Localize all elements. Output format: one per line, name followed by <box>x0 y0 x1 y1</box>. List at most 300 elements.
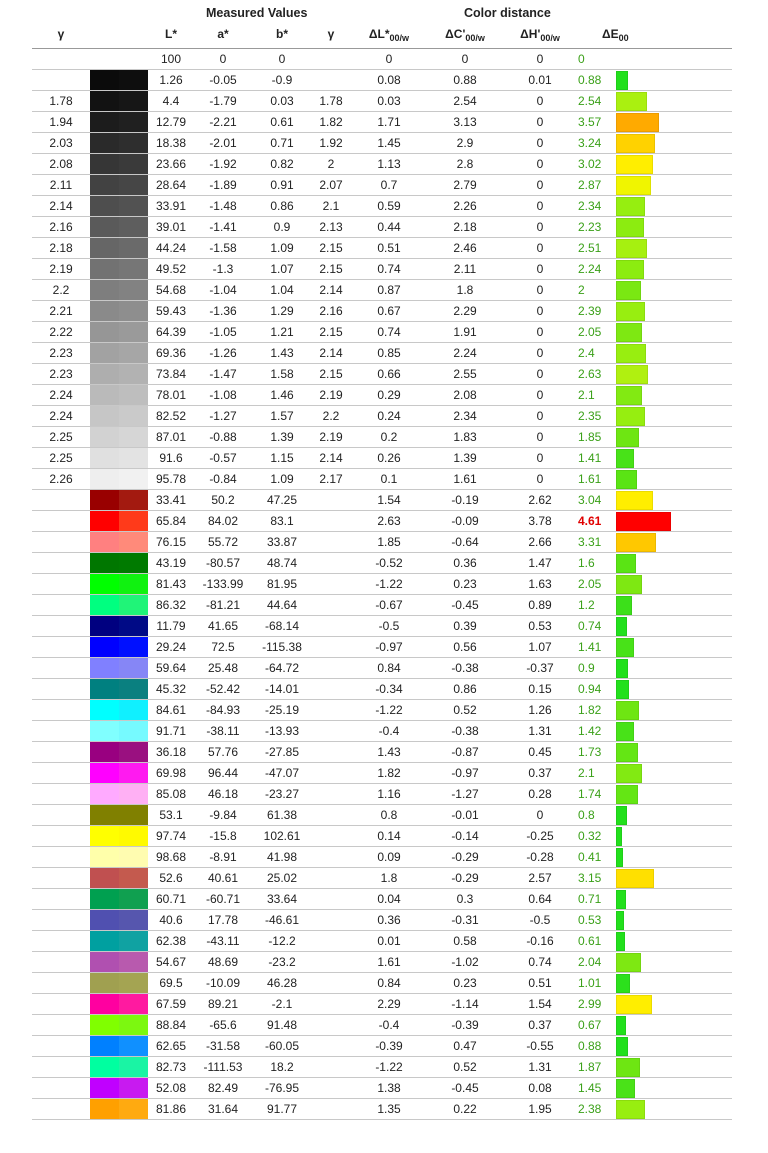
dC-value-cell: 0.58 <box>428 931 502 952</box>
dE-bar-cell <box>616 1057 732 1078</box>
dE-value-cell: 2.1 <box>578 385 616 406</box>
swatch-measured <box>119 763 148 783</box>
swatch-measured <box>119 910 148 930</box>
col-dL-label: ΔL* <box>368 27 390 41</box>
a-value-cell: -1.05 <box>194 322 252 343</box>
a-value-cell: -1.58 <box>194 238 252 259</box>
table-row <box>32 700 732 721</box>
color-swatch <box>90 889 148 909</box>
dL-value-cell: -1.22 <box>350 1057 428 1078</box>
b-value-cell: -64.72 <box>252 658 312 679</box>
gamma-left-cell <box>32 973 90 994</box>
dE-bar-cell <box>616 427 732 448</box>
L-value-cell: 91.71 <box>148 721 194 742</box>
dE-bar <box>616 848 623 867</box>
dE-value-cell: 0.74 <box>578 616 616 637</box>
table-row <box>32 637 732 658</box>
dE-bar <box>616 407 645 426</box>
table-row <box>32 385 732 406</box>
swatch-reference <box>90 826 119 846</box>
a-value-cell: 31.64 <box>194 1099 252 1120</box>
dE-bar <box>616 701 639 720</box>
swatch-cell <box>90 385 148 406</box>
dE-value-cell: 0.53 <box>578 910 616 931</box>
dE-bar-cell <box>616 826 732 847</box>
a-value-cell: -111.53 <box>194 1057 252 1078</box>
swatch-reference <box>90 301 119 321</box>
L-value-cell: 69.36 <box>148 343 194 364</box>
gamma-left-cell: 2.25 <box>32 427 90 448</box>
gamma-left-cell: 1.78 <box>32 91 90 112</box>
dL-value-cell: 0.09 <box>350 847 428 868</box>
dL-value-cell: -0.4 <box>350 721 428 742</box>
L-value-cell: 54.67 <box>148 952 194 973</box>
a-value-cell: -1.92 <box>194 154 252 175</box>
dC-value-cell: -0.38 <box>428 721 502 742</box>
swatch-measured <box>119 931 148 951</box>
table-row <box>32 217 732 238</box>
swatch-measured <box>119 133 148 153</box>
a-value-cell: -10.09 <box>194 973 252 994</box>
swatch-cell <box>90 721 148 742</box>
dL-value-cell: -0.34 <box>350 679 428 700</box>
L-value-cell: 4.4 <box>148 91 194 112</box>
dE-bar <box>616 428 639 447</box>
dE-bar-cell <box>616 133 732 154</box>
swatch-reference <box>90 742 119 762</box>
a-value-cell: -0.84 <box>194 469 252 490</box>
dE-value-cell: 0.41 <box>578 847 616 868</box>
color-swatch <box>90 322 148 342</box>
a-value-cell: 0 <box>194 49 252 70</box>
b-value-cell: 47.25 <box>252 490 312 511</box>
dL-value-cell: 0.51 <box>350 238 428 259</box>
dH-value-cell: 0.15 <box>502 679 578 700</box>
swatch-measured <box>119 343 148 363</box>
swatch-cell <box>90 952 148 973</box>
swatch-cell <box>90 154 148 175</box>
dE-bar <box>616 344 646 363</box>
a-value-cell: -38.11 <box>194 721 252 742</box>
dE-bar <box>616 155 653 174</box>
dE-bar-cell <box>616 574 732 595</box>
gamma-right-cell: 2.13 <box>312 217 350 238</box>
dL-value-cell: 0.8 <box>350 805 428 826</box>
a-value-cell: 46.18 <box>194 784 252 805</box>
gamma-right-cell: 2.2 <box>312 406 350 427</box>
L-value-cell: 88.84 <box>148 1015 194 1036</box>
gamma-right-cell <box>312 1036 350 1057</box>
dC-value-cell: 0.36 <box>428 553 502 574</box>
L-value-cell: 11.79 <box>148 616 194 637</box>
gamma-left-cell: 2.03 <box>32 133 90 154</box>
dC-value-cell: 2.29 <box>428 301 502 322</box>
swatch-cell <box>90 532 148 553</box>
swatch-reference <box>90 721 119 741</box>
dE-bar <box>616 260 644 279</box>
swatch-measured <box>119 322 148 342</box>
gamma-left-cell: 2.25 <box>32 448 90 469</box>
swatch-cell <box>90 826 148 847</box>
gamma-right-cell <box>312 826 350 847</box>
swatch-cell <box>90 1015 148 1036</box>
dH-value-cell: 0 <box>502 91 578 112</box>
color-swatch <box>90 259 148 279</box>
color-swatch <box>90 553 148 573</box>
swatch-cell <box>90 994 148 1015</box>
col-a-header: a* <box>217 27 229 41</box>
a-value-cell: -1.3 <box>194 259 252 280</box>
L-value-cell: 85.08 <box>148 784 194 805</box>
dC-value-cell: -0.64 <box>428 532 502 553</box>
b-value-cell: -23.2 <box>252 952 312 973</box>
gamma-right-cell <box>312 721 350 742</box>
col-gamma-right-header: γ <box>327 27 335 41</box>
dE-value-cell: 1.2 <box>578 595 616 616</box>
table-row <box>32 280 732 301</box>
dL-value-cell: 0.36 <box>350 910 428 931</box>
dL-value-cell: 1.16 <box>350 784 428 805</box>
dC-value-cell: 2.08 <box>428 385 502 406</box>
dC-value-cell: 2.79 <box>428 175 502 196</box>
dL-value-cell: 1.45 <box>350 133 428 154</box>
dE-value-cell: 1.45 <box>578 1078 616 1099</box>
table-row <box>32 301 732 322</box>
col-L-header: L* <box>165 27 177 41</box>
dE-bar <box>616 680 629 699</box>
table-row <box>32 1015 732 1036</box>
dH-value-cell: 0 <box>502 364 578 385</box>
gamma-left-cell <box>32 511 90 532</box>
color-swatch <box>90 406 148 426</box>
dC-value-cell: -0.29 <box>428 847 502 868</box>
swatch-reference <box>90 952 119 972</box>
b-value-cell: 25.02 <box>252 868 312 889</box>
dE-value-cell: 2.87 <box>578 175 616 196</box>
dL-value-cell: 0.01 <box>350 931 428 952</box>
dC-value-cell: -1.27 <box>428 784 502 805</box>
dE-bar-cell <box>616 70 732 91</box>
gamma-left-cell: 2.26 <box>32 469 90 490</box>
L-value-cell: 33.41 <box>148 490 194 511</box>
swatch-cell <box>90 931 148 952</box>
table-row <box>32 952 732 973</box>
gamma-left-cell: 2.24 <box>32 406 90 427</box>
color-swatch <box>90 1078 148 1098</box>
dE-value-cell: 2.05 <box>578 322 616 343</box>
gamma-left-cell <box>32 910 90 931</box>
swatch-reference <box>90 511 119 531</box>
swatch-reference <box>90 595 119 615</box>
dE-value-cell: 1.41 <box>578 448 616 469</box>
L-value-cell: 54.68 <box>148 280 194 301</box>
dE-bar-cell <box>616 742 732 763</box>
a-value-cell: 96.44 <box>194 763 252 784</box>
dE-bar-cell <box>616 343 732 364</box>
dC-value-cell: 2.9 <box>428 133 502 154</box>
dE-value-cell: 3.02 <box>578 154 616 175</box>
dC-value-cell: -0.14 <box>428 826 502 847</box>
col-dL-sub: 00/w <box>389 33 410 43</box>
gamma-right-cell <box>312 553 350 574</box>
dL-value-cell: 0.7 <box>350 175 428 196</box>
L-value-cell: 59.43 <box>148 301 194 322</box>
col-dE-header <box>602 27 632 43</box>
color-swatch <box>90 742 148 762</box>
L-value-cell: 44.24 <box>148 238 194 259</box>
swatch-cell <box>90 343 148 364</box>
a-value-cell: 72.5 <box>194 637 252 658</box>
color-swatch <box>90 1057 148 1077</box>
dC-value-cell: -0.38 <box>428 658 502 679</box>
color-swatch <box>90 154 148 174</box>
b-value-cell: 1.39 <box>252 427 312 448</box>
dE-bar-cell <box>616 1099 732 1120</box>
swatch-cell <box>90 658 148 679</box>
table-row <box>32 70 732 91</box>
L-value-cell: 40.6 <box>148 910 194 931</box>
dE-value-cell: 0.32 <box>578 826 616 847</box>
gamma-left-cell <box>32 637 90 658</box>
dE-bar <box>616 491 653 510</box>
dH-value-cell: 1.31 <box>502 1057 578 1078</box>
b-value-cell: 18.2 <box>252 1057 312 1078</box>
swatch-reference <box>90 364 119 384</box>
gamma-right-cell <box>312 658 350 679</box>
L-value-cell: 81.43 <box>148 574 194 595</box>
swatch-cell <box>90 175 148 196</box>
b-value-cell: -27.85 <box>252 742 312 763</box>
dE-bar <box>616 323 642 342</box>
a-value-cell: -0.57 <box>194 448 252 469</box>
gamma-right-cell <box>312 847 350 868</box>
swatch-measured <box>119 868 148 888</box>
dH-value-cell: 0.89 <box>502 595 578 616</box>
color-swatch <box>90 385 148 405</box>
a-value-cell: -0.88 <box>194 427 252 448</box>
b-value-cell: 1.15 <box>252 448 312 469</box>
dE-bar <box>616 71 628 90</box>
dH-value-cell: -0.16 <box>502 931 578 952</box>
dL-value-cell: 0.14 <box>350 826 428 847</box>
swatch-measured <box>119 154 148 174</box>
b-value-cell: 1.09 <box>252 469 312 490</box>
gamma-left-cell <box>32 889 90 910</box>
dE-bar-cell <box>616 1078 732 1099</box>
gamma-left-cell <box>32 784 90 805</box>
gamma-right-cell <box>312 1099 350 1120</box>
swatch-cell <box>90 112 148 133</box>
dE-bar <box>616 785 638 804</box>
a-value-cell: 57.76 <box>194 742 252 763</box>
dH-value-cell: 0 <box>502 427 578 448</box>
dC-value-cell: -0.45 <box>428 1078 502 1099</box>
a-value-cell: 40.61 <box>194 868 252 889</box>
dH-value-cell: 0 <box>502 238 578 259</box>
a-value-cell: -15.8 <box>194 826 252 847</box>
dC-value-cell: -0.31 <box>428 910 502 931</box>
b-value-cell: 0.03 <box>252 91 312 112</box>
dE-bar <box>616 197 645 216</box>
dL-value-cell: 1.35 <box>350 1099 428 1120</box>
color-swatch <box>90 70 148 90</box>
L-value-cell: 1.26 <box>148 70 194 91</box>
gamma-right-cell <box>312 574 350 595</box>
L-value-cell: 73.84 <box>148 364 194 385</box>
dE-value-cell: 1.6 <box>578 553 616 574</box>
dE-bar <box>616 554 636 573</box>
gamma-left-cell: 2.16 <box>32 217 90 238</box>
swatch-cell <box>90 217 148 238</box>
dE-bar <box>616 386 642 405</box>
table-row <box>32 826 732 847</box>
dC-value-cell: 1.8 <box>428 280 502 301</box>
gamma-left-cell <box>32 721 90 742</box>
L-value-cell: 28.64 <box>148 175 194 196</box>
dE-bar-cell <box>616 175 732 196</box>
dE-bar-cell <box>616 595 732 616</box>
dE-bar-cell <box>616 784 732 805</box>
dE-bar-cell <box>616 1036 732 1057</box>
L-value-cell: 69.98 <box>148 763 194 784</box>
dE-bar-cell <box>616 847 732 868</box>
dC-value-cell: -1.02 <box>428 952 502 973</box>
swatch-measured <box>119 616 148 636</box>
dE-value-cell: 2.24 <box>578 259 616 280</box>
gamma-right-cell: 2 <box>312 154 350 175</box>
L-value-cell: 49.52 <box>148 259 194 280</box>
L-value-cell: 39.01 <box>148 217 194 238</box>
swatch-reference <box>90 469 119 489</box>
table-row <box>32 364 732 385</box>
color-swatch <box>90 91 148 111</box>
swatch-measured <box>119 805 148 825</box>
dE-bar-cell <box>616 616 732 637</box>
swatch-cell <box>90 889 148 910</box>
gamma-left-cell <box>32 1015 90 1036</box>
gamma-right-cell <box>312 595 350 616</box>
color-swatch <box>90 910 148 930</box>
gamma-left-cell <box>32 532 90 553</box>
gamma-left-cell <box>32 595 90 616</box>
table-row <box>32 1078 732 1099</box>
gamma-left-cell <box>32 763 90 784</box>
swatch-cell <box>90 784 148 805</box>
swatch-cell <box>90 1036 148 1057</box>
dH-value-cell: 0 <box>502 385 578 406</box>
table-row <box>32 322 732 343</box>
b-value-cell: 41.98 <box>252 847 312 868</box>
dE-bar <box>616 470 637 489</box>
gamma-right-cell <box>312 1015 350 1036</box>
dH-value-cell: 0 <box>502 175 578 196</box>
dL-value-cell: 0.85 <box>350 343 428 364</box>
dH-value-cell: 0 <box>502 406 578 427</box>
a-value-cell: 50.2 <box>194 490 252 511</box>
table-row <box>32 511 732 532</box>
dL-value-cell: 1.38 <box>350 1078 428 1099</box>
a-value-cell: -52.42 <box>194 679 252 700</box>
a-value-cell: -65.6 <box>194 1015 252 1036</box>
dE-bar-cell <box>616 532 732 553</box>
color-swatch <box>90 1099 148 1119</box>
dE-bar-cell <box>616 658 732 679</box>
a-value-cell: -84.93 <box>194 700 252 721</box>
swatch-cell <box>90 1099 148 1120</box>
dE-bar-cell <box>616 448 732 469</box>
dC-value-cell: -0.01 <box>428 805 502 826</box>
b-value-cell: 1.43 <box>252 343 312 364</box>
dC-value-cell: 2.55 <box>428 364 502 385</box>
dE-value-cell: 3.24 <box>578 133 616 154</box>
dC-value-cell: 0.22 <box>428 1099 502 1120</box>
L-value-cell: 82.73 <box>148 1057 194 1078</box>
dE-bar-cell <box>616 637 732 658</box>
dH-value-cell: 0.53 <box>502 616 578 637</box>
L-value-cell: 98.68 <box>148 847 194 868</box>
dH-value-cell: 0.08 <box>502 1078 578 1099</box>
dH-value-cell: 2.62 <box>502 490 578 511</box>
gamma-left-cell <box>32 49 90 70</box>
a-value-cell: -80.57 <box>194 553 252 574</box>
dC-value-cell: 0.39 <box>428 616 502 637</box>
swatch-cell <box>90 973 148 994</box>
swatch-reference <box>90 238 119 258</box>
L-value-cell: 84.61 <box>148 700 194 721</box>
dC-value-cell: 2.18 <box>428 217 502 238</box>
b-value-cell: 102.61 <box>252 826 312 847</box>
L-value-cell: 81.86 <box>148 1099 194 1120</box>
dC-value-cell: 1.61 <box>428 469 502 490</box>
gamma-left-cell: 2.08 <box>32 154 90 175</box>
color-swatch <box>90 784 148 804</box>
b-value-cell: -13.93 <box>252 721 312 742</box>
swatch-cell <box>90 49 148 70</box>
swatch-measured <box>119 658 148 678</box>
dE-bar <box>616 512 671 531</box>
color-swatch <box>90 1036 148 1056</box>
dL-value-cell: 0.26 <box>350 448 428 469</box>
dE-bar-cell <box>616 154 732 175</box>
color-swatch <box>90 364 148 384</box>
col-dE-sub: 00 <box>618 33 629 43</box>
dE-bar <box>616 617 627 636</box>
swatch-reference <box>90 448 119 468</box>
gamma-right-cell <box>312 994 350 1015</box>
dC-value-cell: 0.56 <box>428 637 502 658</box>
b-value-cell: -60.05 <box>252 1036 312 1057</box>
dC-value-cell: 2.34 <box>428 406 502 427</box>
swatch-reference <box>90 175 119 195</box>
gamma-left-cell: 2.19 <box>32 259 90 280</box>
color-swatch <box>90 469 148 489</box>
dL-value-cell: -1.22 <box>350 700 428 721</box>
swatch-cell <box>90 679 148 700</box>
gamma-right-cell: 2.15 <box>312 322 350 343</box>
gamma-left-cell <box>32 616 90 637</box>
dE-value-cell: 1.61 <box>578 469 616 490</box>
gamma-right-cell: 2.1 <box>312 196 350 217</box>
gamma-left-cell <box>32 679 90 700</box>
swatch-measured <box>119 280 148 300</box>
a-value-cell: -0.05 <box>194 70 252 91</box>
swatch-measured <box>119 511 148 531</box>
dH-value-cell: 1.63 <box>502 574 578 595</box>
color-swatch <box>90 49 148 69</box>
dC-value-cell: 3.13 <box>428 112 502 133</box>
col-b-header: b* <box>276 27 288 41</box>
a-value-cell: 48.69 <box>194 952 252 973</box>
